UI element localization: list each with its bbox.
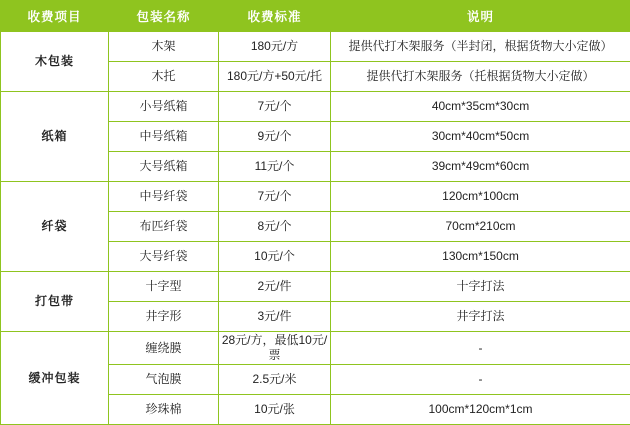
- table-body: [1, 32, 630, 425]
- table-row: [1, 182, 630, 212]
- description-cell: 39cm*49cm*60cm: [331, 152, 630, 182]
- column-header-description: 说明: [331, 1, 630, 32]
- package-name-cell: 大号纤袋: [109, 242, 219, 272]
- category-cell: 木包装: [1, 32, 109, 92]
- package-name-cell: 十字型: [109, 272, 219, 302]
- description-cell: -: [331, 332, 630, 365]
- price-cell: 10元/个: [219, 242, 331, 272]
- table-header: [1, 1, 630, 32]
- package-name-cell: 小号纸箱: [109, 92, 219, 122]
- description-cell: 十字打法: [331, 272, 630, 302]
- description-cell: 提供代打木架服务（半封闭，根据货物大小定做）: [331, 32, 630, 62]
- package-name-cell: 井字形: [109, 302, 219, 332]
- price-cell: 180元/方+50元/托: [219, 62, 331, 92]
- price-cell: 7元/个: [219, 92, 331, 122]
- table-row: [1, 92, 630, 122]
- price-cell: 9元/个: [219, 122, 331, 152]
- price-cell: 180元/方: [219, 32, 331, 62]
- category-cell: 缓冲包装: [1, 332, 109, 425]
- package-name-cell: 缠绕膜: [109, 332, 219, 365]
- package-name-cell: 中号纤袋: [109, 182, 219, 212]
- price-cell: 11元/个: [219, 152, 331, 182]
- category-cell: 纤袋: [1, 182, 109, 272]
- description-cell: 井字打法: [331, 302, 630, 332]
- description-cell: 100cm*120cm*1cm: [331, 395, 630, 425]
- price-cell: 28元/方，最低10元/票: [219, 332, 331, 365]
- table-row: [1, 32, 630, 62]
- column-header-price: 收费标准: [219, 1, 331, 32]
- package-name-cell: 布匹纤袋: [109, 212, 219, 242]
- price-cell: 3元/件: [219, 302, 331, 332]
- category-cell: 纸箱: [1, 92, 109, 182]
- price-cell: 10元/张: [219, 395, 331, 425]
- description-cell: 130cm*150cm: [331, 242, 630, 272]
- package-name-cell: 大号纸箱: [109, 152, 219, 182]
- package-name-cell: 木托: [109, 62, 219, 92]
- category-cell: 打包带: [1, 272, 109, 332]
- column-header-package-name: 包装名称: [109, 1, 219, 32]
- price-cell: 2元/件: [219, 272, 331, 302]
- package-name-cell: 气泡膜: [109, 365, 219, 395]
- price-cell: 2.5元/米: [219, 365, 331, 395]
- price-cell: 8元/个: [219, 212, 331, 242]
- table-row: [1, 332, 630, 365]
- table-header-row: [1, 1, 630, 32]
- table-row: [1, 272, 630, 302]
- description-cell: 70cm*210cm: [331, 212, 630, 242]
- description-cell: -: [331, 365, 630, 395]
- price-cell: 7元/个: [219, 182, 331, 212]
- description-cell: 120cm*100cm: [331, 182, 630, 212]
- package-name-cell: 珍珠棉: [109, 395, 219, 425]
- description-cell: 40cm*35cm*30cm: [331, 92, 630, 122]
- column-header-category: 收费项目: [1, 1, 109, 32]
- description-cell: 提供代打木架服务（托根据货物大小定做）: [331, 62, 630, 92]
- package-name-cell: 中号纸箱: [109, 122, 219, 152]
- description-cell: 30cm*40cm*50cm: [331, 122, 630, 152]
- package-name-cell: 木架: [109, 32, 219, 62]
